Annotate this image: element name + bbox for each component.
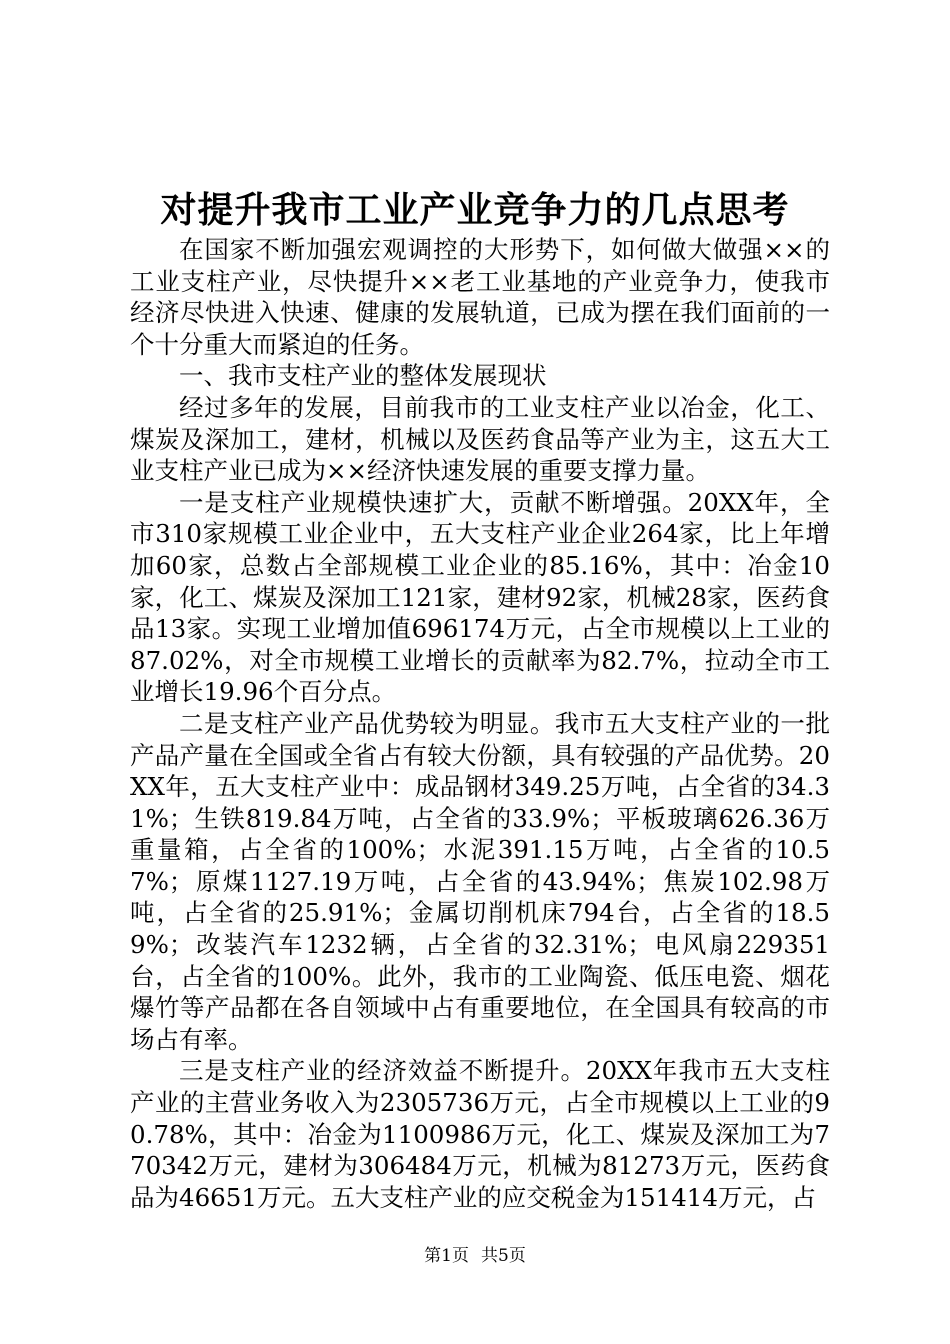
paragraph-scale: 一是支柱产业规模快速扩大，贡献不断增强。20XX年，全市310家规模工业企业中，五大支柱产业企业264家，比上年增加60家，总数占全部规模工业企业的85.16%，其中：冶金10家，化工、煤炭及深加工121家，建材92家，机械28家，医药食品13家。实现工业增加值696174万元，占全市规模以上工业的87.02%，对全市规模工业增长的贡献率为82.7%，拉动全市工业增长19.96个百分点。 [130, 487, 830, 707]
page-number: 第1页 [424, 1246, 469, 1266]
section-heading: 一、我市支柱产业的整体发展现状 [179, 361, 547, 391]
paragraph-products: 二是支柱产业产品优势较为明显。我市五大支柱产业的一批产品产量在全国或全省占有较大份额，具有较强的产品优势。20XX年，五大支柱产业中：成品钢材349.25万吨，占全省的34.31%；生铁819.84万吨，占全省的33.9%；平板玻璃626.36万重量箱，占全省的100%；水泥391.15万吨，占全省的10.57%；原煤1127.19万吨，占全省的43.94%；焦炭102.98万吨，占全省的25.91%；金属切削机床794台，占全省的18.59%；改装汽车1232辆，占全省的32.31%；电风扇229351台，占全省的100%。此外，我市的工业陶瓷、低压电瓷、烟花爆竹等产品都在各自领域中占有重要地位，在全国具有较高的市场占有率。 [130, 708, 830, 1054]
page-footer [0, 1244, 950, 1268]
paragraph-intro: 在国家不断加强宏观调控的大形势下，如何做大做强××的工业支柱产业，尽快提升××老工业基地的产业竞争力，使我市经济尽快进入快速、健康的发展轨道，已成为摆在我们面前的一个十分重大而紧迫的任务。 [130, 235, 830, 359]
document-title: 对提升我市工业产业竞争力的几点思考 [160, 189, 790, 231]
page-total: 共5页 [481, 1246, 526, 1266]
document-body [130, 234, 830, 1213]
paragraph-benefits: 三是支柱产业的经济效益不断提升。20XX年我市五大支柱产业的主营业务收入为2305736万元，占全市规模以上工业的90.78%，其中：冶金为1100986万元，化工、煤炭及深加工为770342万元，建材为306484万元，机械为81273万元，医药食品为46651万元。五大支柱产业的应交税金为151414万元，占 [130, 1056, 830, 1212]
paragraph-overview: 经过多年的发展，目前我市的工业支柱产业以冶金，化工、煤炭及深加工，建材，机械以及医药食品等产业为主，这五大工业支柱产业已成为××经济快速发展的重要支撑力量。 [130, 392, 830, 486]
